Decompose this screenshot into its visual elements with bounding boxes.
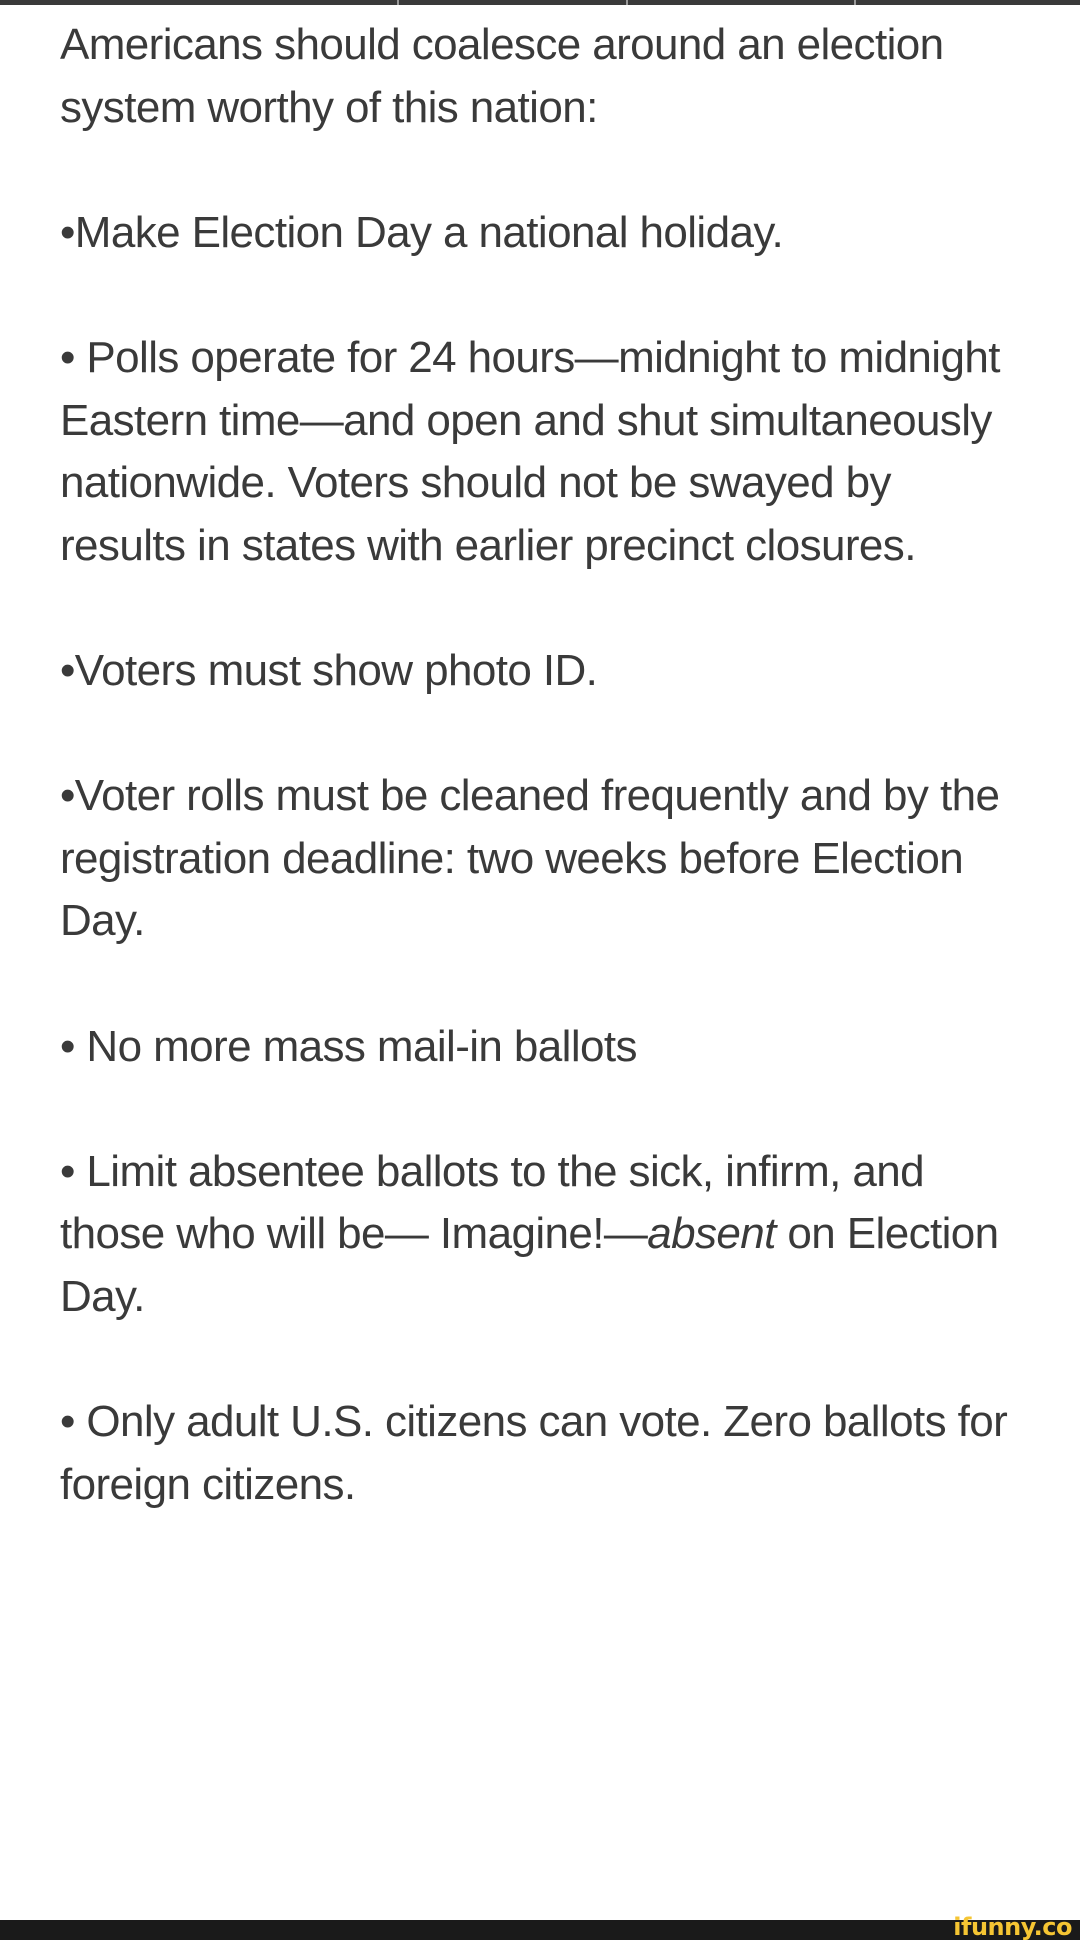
- tab-divider: [854, 0, 856, 5]
- bullet-mail-in-ballots: • No more mass mail-in ballots: [60, 1021, 637, 1071]
- bullet-polls-24-hours: • Polls operate for 24 hours—midnight to midnight Eastern time—and open and shut simultaneously nationwide. Voters should not be swayed by results in states with earlier precinct closures.: [60, 332, 1000, 570]
- tab-divider: [626, 0, 628, 5]
- article-body: [60, 14, 1020, 1579]
- bullet-voter-rolls: •Voter rolls must be cleaned frequently and by the registration deadline: two weeks before Election Day.: [60, 771, 1000, 946]
- bullet-national-holiday: •Make Election Day a national holiday.: [60, 207, 784, 257]
- absentee-text-after: on Election Day.: [60, 1209, 999, 1321]
- ifunny-logo: ifunny.co: [953, 1913, 1072, 1941]
- tab-divider: [397, 0, 399, 5]
- bullet-photo-id: •Voters must show photo ID.: [60, 645, 598, 695]
- intro-paragraph: Americans should coalesce around an election system worthy of this nation:: [60, 20, 944, 132]
- bullet-absentee-ballots: [60, 1141, 1020, 1329]
- absentee-text-before: • Limit absentee ballots to the sick, infirm, and those who will be— Imagine!—: [60, 1146, 924, 1259]
- bullet-citizens-only: • Only adult U.S. citizens can vote. Zero ballots for foreign citizens.: [60, 1397, 1008, 1509]
- absentee-emphasis: absent: [647, 1209, 776, 1259]
- top-tab-bar: [0, 0, 1080, 5]
- watermark-bar: [0, 1913, 1080, 1941]
